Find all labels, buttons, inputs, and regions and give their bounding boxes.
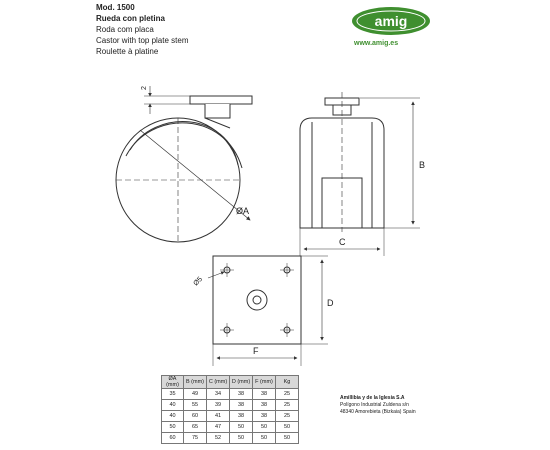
model-title: Mod. 1500 — [96, 3, 135, 12]
side-view — [116, 86, 252, 242]
dim-label-o5: Ø5 — [192, 275, 205, 288]
cell: 65 — [184, 422, 207, 433]
cell: 52 — [207, 433, 230, 444]
cell: 38 — [230, 411, 253, 422]
table-row — [162, 422, 299, 433]
table-row — [162, 400, 299, 411]
col-header-b: B (mm) — [184, 376, 207, 389]
brand-url[interactable]: www.amig.es — [354, 40, 399, 47]
company-info — [340, 395, 416, 416]
cell: 50 — [276, 422, 299, 433]
dim-label-d: D — [327, 298, 334, 308]
cell: 50 — [230, 422, 253, 433]
dimensions-table — [161, 375, 299, 444]
cell: 50 — [276, 433, 299, 444]
table-header-row — [162, 376, 299, 389]
logo-text: amig — [374, 13, 408, 29]
col-header-d: D (mm) — [230, 376, 253, 389]
col-header-f: F (mm) — [253, 376, 276, 389]
cell: 47 — [207, 422, 230, 433]
dim-label-oa: ØA — [236, 206, 250, 216]
dim-label-f: F — [253, 346, 259, 356]
cell: 25 — [276, 389, 299, 400]
col-header-kg: Kg — [276, 376, 299, 389]
dim-label-b: B — [419, 160, 426, 170]
cell: 60 — [162, 433, 184, 444]
cell: 38 — [253, 400, 276, 411]
cell: 38 — [253, 411, 276, 422]
table-row — [162, 433, 299, 444]
col-header-oa: ØA (mm) — [162, 376, 184, 389]
top-plate-view — [208, 256, 328, 366]
cell: 40 — [162, 400, 184, 411]
cell: 75 — [184, 433, 207, 444]
cell: 60 — [184, 411, 207, 422]
cell: 50 — [162, 422, 184, 433]
col-header-c: C (mm) — [207, 376, 230, 389]
cell: 50 — [253, 422, 276, 433]
cell: 38 — [230, 389, 253, 400]
cell: 50 — [253, 433, 276, 444]
cell: 50 — [230, 433, 253, 444]
cell: 38 — [230, 400, 253, 411]
cell: 39 — [207, 400, 230, 411]
cell: 35 — [162, 389, 184, 400]
cell: 55 — [184, 400, 207, 411]
cell: 34 — [207, 389, 230, 400]
cell: 38 — [253, 389, 276, 400]
title-pt: Roda com placa — [96, 25, 154, 34]
table-row — [162, 389, 299, 400]
dim-label-2: 2 — [141, 86, 148, 90]
company-address-line-2: 48340 Amorebieta (Bizkaia) Spain — [340, 409, 416, 415]
front-view — [300, 92, 420, 256]
table-row — [162, 411, 299, 422]
cell: 40 — [162, 411, 184, 422]
title-fr: Roulette à platine — [96, 47, 159, 56]
cell: 41 — [207, 411, 230, 422]
title-en: Castor with top plate stem — [96, 36, 189, 45]
cell: 49 — [184, 389, 207, 400]
cell: 25 — [276, 411, 299, 422]
dim-label-c: C — [339, 237, 346, 247]
company-name: Amillibia y de la Iglesia S.A — [340, 395, 405, 401]
company-address-line-1: Polígono Industrial Zuldena s/n — [340, 402, 409, 408]
title-es: Rueda con pletina — [96, 14, 165, 23]
cell: 25 — [276, 400, 299, 411]
